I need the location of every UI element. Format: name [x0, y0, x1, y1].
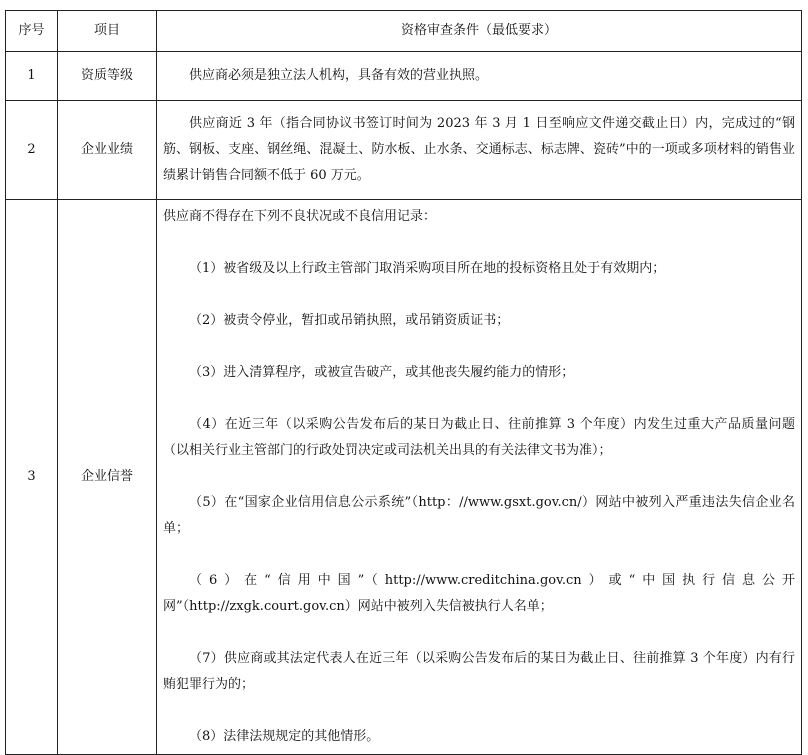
condition-item-5: （5）在“国家企业信用信息公示系统”（http：//www.gsxt.gov.cn/）网站中被列入严重违法失信企业名单； [163, 495, 795, 536]
condition-item-3: （3）进入清算程序，或被宣告破产，或其他丧失履约能力的情形； [189, 365, 575, 380]
row-no: 3 [6, 200, 58, 755]
row-condition: 供应商必须是独立法人机构，具备有效的营业执照。 [157, 52, 802, 101]
condition-item-6: （6）在“信用中国”（http://www.creditchina.gov.cn）或“中国执行信息公开网”（http://zxgk.court.gov.cn）网站中被列入失信被执行人名单； [163, 573, 795, 614]
condition-item-1: （1）被省级及以上行政主管部门取消采购项目所在地的投标资格且处于有效期内； [189, 261, 666, 276]
condition-item-8: （8）法律法规规定的其他情形。 [189, 729, 380, 744]
condition-item-4: （4）在近三年（以采购公告发布后的某日为截止日、往前推算 3 个年度）内发生过重大产品质量问题（以相关行业主管部门的行政处罚决定或司法机关出具的有关法律文书为准）； [163, 417, 795, 458]
row-no: 2 [6, 101, 58, 200]
condition-item-2: （2）被责令停业，暂扣或吊销执照，或吊销资质证书； [189, 313, 510, 328]
table-header-row [6, 11, 802, 52]
table-row [6, 52, 802, 101]
row-condition: 供应商近 3 年（指合同协议书签订时间为 2023 年 3 月 1 日至响应文件递交截止日）内，完成过的“钢筋、钢板、支座、钢丝绳、混凝土、防水板、止水条、交通标志、标志牌、瓷砖”中的一项或多项材料的销售业绩累计销售合同额不低于 60 万元。 [157, 101, 802, 200]
condition-item-7: （7）供应商或其法定代表人在近三年（以采购公告发布后的某日为截止日、往前推算 3 个年度）内有行贿犯罪行为的； [163, 651, 795, 692]
header-no: 序号 [6, 11, 58, 52]
table-row [6, 101, 802, 200]
row-item: 资质等级 [58, 52, 157, 101]
row-no: 1 [6, 52, 58, 101]
header-item: 项目 [58, 11, 157, 52]
qualification-table [5, 10, 802, 755]
row-item: 企业信誉 [58, 200, 157, 755]
row-condition [157, 200, 802, 755]
row-item: 企业业绩 [58, 101, 157, 200]
condition-intro: 供应商不得存在下列不良状况或不良信用记录： [163, 209, 437, 224]
header-condition: 资格审查条件（最低要求） [157, 11, 802, 52]
table-row [6, 200, 802, 755]
